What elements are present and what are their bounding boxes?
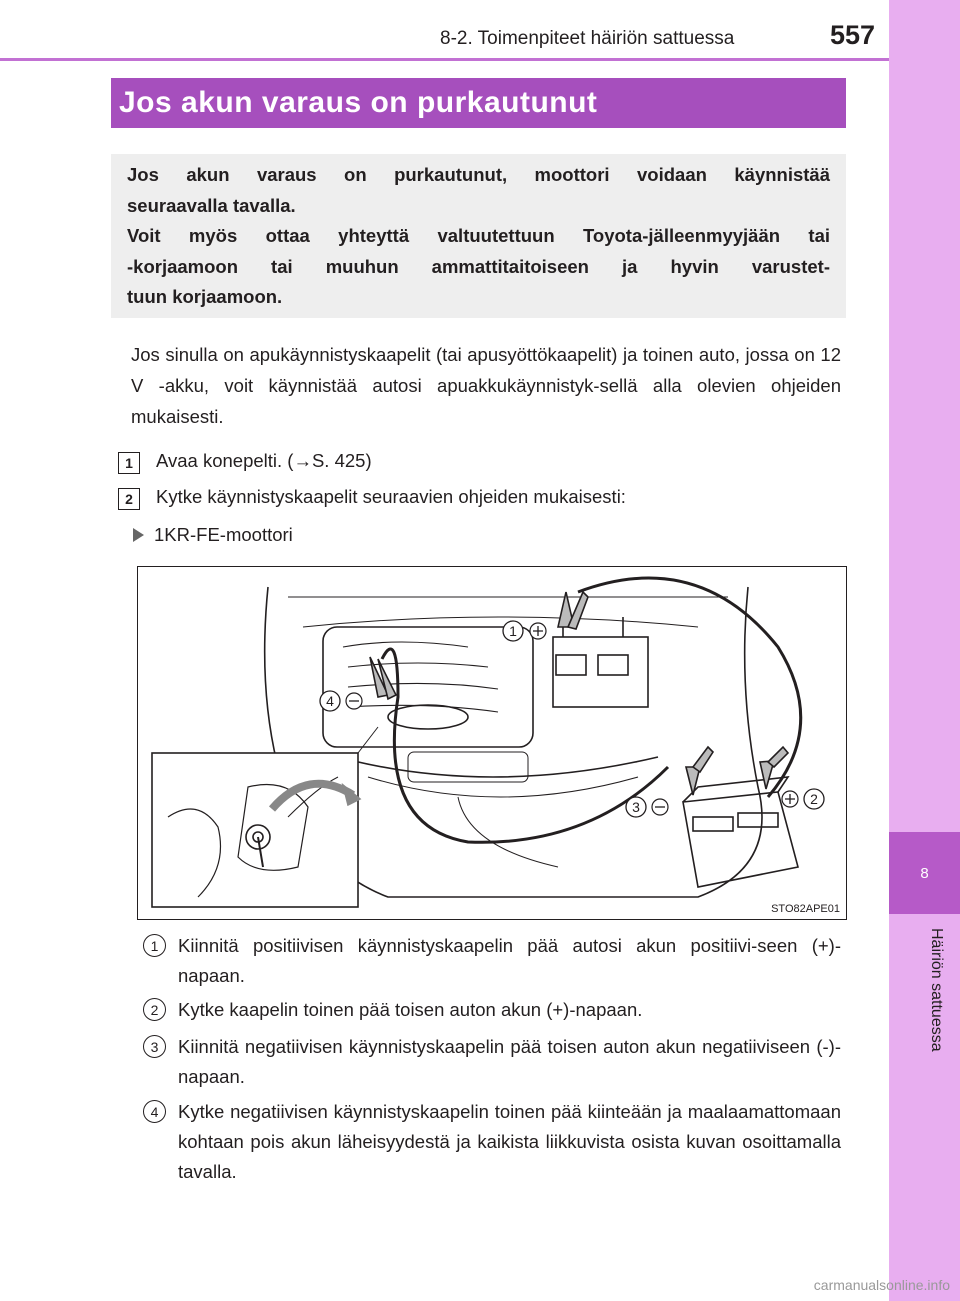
illustration-code: STO82APE01 (771, 903, 840, 915)
substep-1 (143, 931, 841, 991)
callout-3-label: 3 (632, 799, 640, 815)
page-number: 557 (830, 20, 876, 50)
step-number-box: 2 (118, 488, 140, 510)
callout-4-label: 4 (326, 693, 334, 709)
chapter-number-badge (889, 832, 960, 914)
section-header: 8-2. Toimenpiteet häiriön sattuessa (440, 28, 735, 49)
substep-3 (143, 1032, 841, 1092)
substep-number: 2 (143, 998, 166, 1021)
callout-1-label: 1 (509, 623, 517, 639)
header-divider (0, 58, 889, 61)
intro-text: Jos akun varaus on purkautunut, moottori voidaan käynnistää (127, 164, 830, 185)
substep-2 (143, 995, 841, 1025)
chapter-number: 8 (920, 864, 929, 882)
triangle-bullet-icon (133, 528, 144, 542)
engine-bay-drawing (138, 567, 846, 919)
step-number-box: 1 (118, 452, 140, 474)
substep-text: Kytke negatiivisen käynnistyskaapelin toinen pää kiinteään ja maalaamattomaan kohtaan pois akun läheisyydestä ja kaikista liikkuvista osista kuvan osoittamalla tavalla. (178, 1101, 841, 1182)
engine-variant-label: 1KR-FE-moottori (154, 524, 293, 545)
substep-4 (143, 1097, 841, 1187)
section-title-bar (111, 78, 846, 128)
substep-number: 4 (143, 1100, 166, 1123)
substep-number: 3 (143, 1035, 166, 1058)
substep-text: Kiinnitä positiivisen käynnistyskaapelin pää autosi akun positiivi-seen (+)-napaan. (178, 935, 841, 986)
body-paragraph: Jos sinulla on apukäynnistyskaapelit (tai apusyöttökaapelit) ja toinen auto, jossa on 12 V -akku, voit käynnistää autosi apuakkukäynnistyk-sellä alla olevien ohjeiden mukaisesti. (131, 344, 841, 427)
substep-number: 1 (143, 934, 166, 957)
step-text: Kytke käynnistyskaapelit seuraavien ohjeiden mukaisesti: (156, 486, 626, 507)
callout-2-label: 2 (810, 791, 818, 807)
jump-start-illustration (137, 566, 847, 920)
footer-watermark: carmanualsonline.info (813, 1277, 950, 1293)
substep-text: Kytke kaapelin toinen pää toisen auton akun (+)-napaan. (178, 999, 643, 1020)
step-text: Avaa konepelti. (→S. 425) (156, 450, 372, 471)
engine-variant (133, 524, 293, 546)
substep-text: Kiinnitä negatiivisen käynnistyskaapelin pää toisen auton akun negatiiviseen (-)-napaan. (178, 1036, 841, 1087)
section-title: Jos akun varaus on purkautunut (119, 86, 598, 119)
chapter-label: Häiriön sattuessa (928, 928, 945, 1052)
intro-box: Jos akun varaus on purkautunut, moottori voidaan käynnistää seuraavalla tavalla. Voit myös ottaa yhteyttä valtuutettuun Toyota-jälleenmyyjään tai -korjaamoon tai muuhun ammattitaitoiseen ja hyvin varustet- tuun korjaamoon. (111, 154, 846, 318)
